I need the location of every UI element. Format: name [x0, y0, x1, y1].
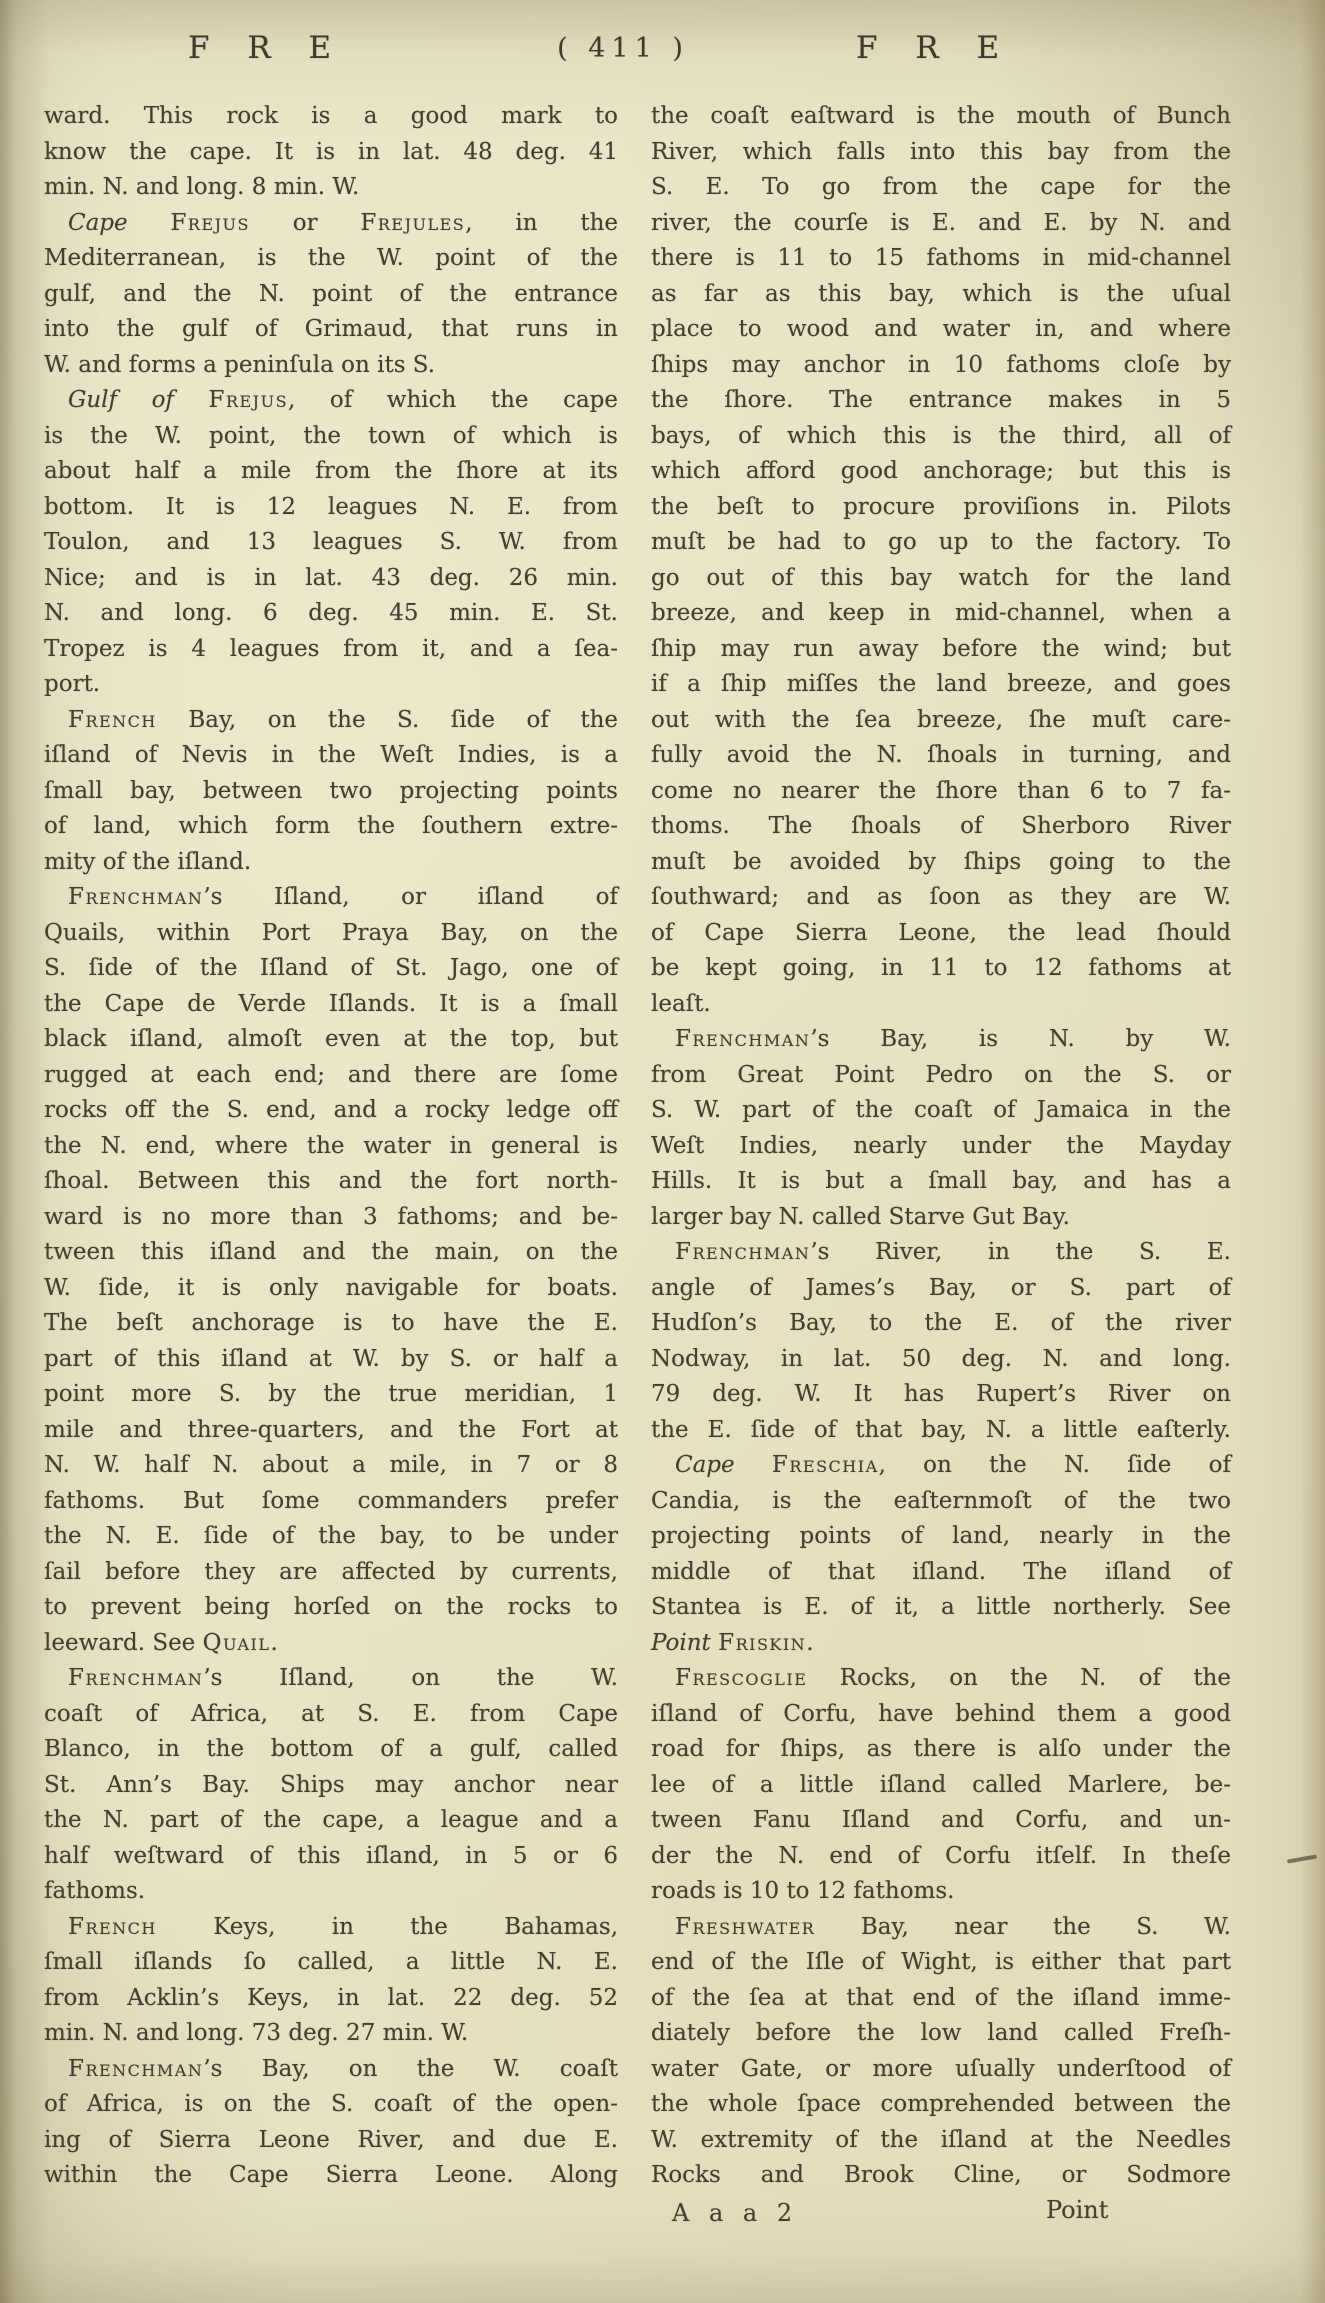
text-line: leaſt. — [651, 990, 711, 1017]
text-line: mity of the iſland. — [44, 848, 252, 875]
text-line: port. — [44, 671, 101, 697]
text-line: ſail before they are affected by currents, — [44, 1558, 618, 1585]
text-line: W. ſide, it is only navigable for boats. — [44, 1274, 618, 1301]
text-line: about half a mile from the ſhore at its — [44, 458, 618, 484]
text-line: River, which falls into this bay from the — [651, 138, 1231, 165]
text-line: Frenchman’s River, in the S. E. — [675, 1239, 1231, 1265]
text-line: ſhips may anchor in 10 fathoms cloſe by — [651, 351, 1231, 378]
text-line: as far as this bay, which is the uſual — [651, 280, 1231, 307]
text-line: of Africa, is on the S. coaſt of the open- — [44, 2091, 618, 2117]
text-line: Candia, is the eaſternmoſt of the two — [651, 1487, 1231, 1514]
text-line: fathoms. — [44, 1878, 146, 1904]
text-line: iſland of Nevis in the Weſt Indies, is a — [44, 742, 618, 768]
text-line: fully avoid the N. ſhoals in turning, and — [651, 742, 1231, 768]
text-line: ſmall bay, between two projecting points — [44, 777, 618, 804]
text-line: place to wood and water in, and where — [651, 316, 1231, 342]
text-line: breeze, and keep in mid-channel, when a — [651, 600, 1231, 626]
text-line: muſt be avoided by ſhips going to the — [651, 848, 1231, 875]
text-line: black iſland, almoſt even at the top, but — [44, 1026, 618, 1052]
text-line: coaſt of Africa, at S. E. from Cape — [44, 1700, 618, 1727]
text-line: to prevent being horſed on the rocks to — [44, 1594, 618, 1620]
text-line: Frescoglie Rocks, on the N. of the — [675, 1665, 1231, 1691]
text-line: Quails, within Port Praya Bay, on the — [44, 919, 618, 946]
text-line: the E. ſide of that bay, N. a little eaſterly. — [651, 1416, 1231, 1443]
text-line: gulf, and the N. point of the entrance — [44, 280, 618, 307]
text-line: ſouthward; and as ſoon as they are W. — [651, 884, 1231, 910]
text-line: point more S. by the true meridian, 1 — [44, 1381, 618, 1407]
text-line: S. ſide of the Iſland of St. Jago, one of — [44, 955, 618, 981]
text-line: lee of a little iſland called Marlere, be- — [651, 1771, 1231, 1798]
text-line: ward is no more than 3 fathoms; and be- — [44, 1203, 618, 1230]
text-line: within the Cape Sierra Leone. Along — [44, 2162, 618, 2188]
text-line: S. W. part of the coaſt of Jamaica in the — [651, 1097, 1231, 1123]
text-line: Gulf of Frejus, of which the cape — [68, 387, 619, 413]
text-line: Rocks and Brook Cline, or Sodmore — [651, 2162, 1231, 2188]
text-line: go out of this bay watch for the land — [651, 564, 1231, 591]
text-line: the Cape de Verde Iſlands. It is a ſmall — [44, 990, 618, 1017]
text-line: angle of James’s Bay, or S. part of — [651, 1274, 1231, 1301]
text-line: min. N. and long. 8 min. W. — [44, 174, 360, 200]
text-line: ward. This rock is a good mark to — [44, 103, 618, 129]
text-line: the N. part of the cape, a league and a — [44, 1807, 618, 1833]
text-line: Toulon, and 13 leagues S. W. from — [44, 529, 618, 555]
text-line: W. and forms a peninſula on its S. — [44, 351, 436, 378]
text-line: diately before the low land called Freſh- — [651, 2020, 1231, 2046]
text-line: ing of Sierra Leone River, and due E. — [44, 2126, 618, 2153]
text-line: Cape Freschia, on the N. ſide of — [675, 1452, 1231, 1478]
text-line: know the cape. It is in lat. 48 deg. 41 — [44, 138, 618, 165]
text-line: N. W. half N. about a mile, in 7 or 8 — [44, 1452, 618, 1478]
text-line: The beſt anchorage is to have the E. — [44, 1310, 618, 1336]
text-line: iſland of Corfu, have behind them a good — [651, 1700, 1231, 1727]
text-line: if a ſhip miſſes the land breeze, and goes — [651, 671, 1231, 697]
text-line: rocks off the S. end, and a rocky ledge off — [44, 1097, 618, 1123]
margin-stroke-mark — [1287, 1854, 1317, 1863]
text-line: the coaſt eaſtward is the mouth of Bunch — [651, 103, 1231, 129]
running-title-left: F R E — [188, 30, 346, 66]
text-line: Weſt Indies, nearly under the Mayday — [651, 1132, 1231, 1159]
text-line: is the W. point, the town of which is — [44, 422, 618, 449]
text-line: Frenchman’s Iſland, or iſland of — [68, 884, 618, 910]
text-line: W. extremity of the iſland at the Needles — [651, 2126, 1231, 2153]
text-line: out with the ſea breeze, ſhe muſt care- — [651, 706, 1231, 733]
text-line: which afford good anchorage; but this is — [651, 458, 1231, 484]
text-line: Hills. It is but a ſmall bay, and has a — [651, 1168, 1231, 1194]
text-line: into the gulf of Grimaud, that runs in — [44, 316, 618, 342]
text-line: der the N. end of Corfu itſelf. In theſe — [651, 1842, 1231, 1869]
text-line: end of the Iſle of Wight, is either that part — [651, 1949, 1231, 1975]
text-line: Frenchman’s Bay, is N. by W. — [675, 1026, 1231, 1052]
text-line: the N. E. ſide of the bay, to be under — [44, 1523, 618, 1549]
text-line: the beſt to procure proviſions in. Pilots — [651, 493, 1231, 520]
text-line: there is 11 to 15 fathoms in mid-channel — [651, 245, 1231, 271]
text-line: Stantea is E. of it, a little northerly. See — [651, 1594, 1231, 1620]
text-line: Point Friskin. — [651, 1629, 814, 1656]
text-line: road for ſhips, as there is alſo under the — [651, 1736, 1231, 1762]
text-line: leeward. See Quail. — [44, 1629, 278, 1656]
text-line: N. and long. 6 deg. 45 min. E. St. — [44, 600, 618, 626]
text-line: Blanco, in the bottom of a gulf, called — [44, 1736, 618, 1762]
right-column — [651, 99, 1231, 2194]
text-line: St. Ann’s Bay. Ships may anchor near — [44, 1771, 618, 1798]
text-line: Freshwater Bay, near the S. W. — [675, 1913, 1231, 1940]
text-line: mile and three-quarters, and the Fort at — [44, 1416, 618, 1443]
running-title-right: F R E — [856, 30, 1014, 66]
text-line: of Cape Sierra Leone, the lead ſhould — [651, 919, 1231, 946]
text-line: rugged at each end; and there are ſome — [44, 1061, 618, 1088]
text-line: of land, which form the ſouthern extre- — [44, 813, 618, 839]
text-line: be kept going, in 11 to 12 fathoms at — [651, 955, 1231, 981]
text-line: part of this iſland at W. by S. or half a — [44, 1345, 618, 1372]
text-line: bottom. It is 12 leagues N. E. from — [44, 493, 618, 520]
text-line: the ſhore. The entrance makes in 5 — [651, 387, 1231, 413]
left-column — [44, 99, 618, 2194]
page-number: ( 411 ) — [557, 33, 689, 64]
signature-mark: A a a 2 — [672, 2199, 799, 2227]
text-line: larger bay N. called Starve Gut Bay. — [651, 1203, 1070, 1230]
text-line: Tropez is 4 leagues from it, and a ſea- — [44, 635, 618, 662]
text-line: Frenchman’s Bay, on the W. coaſt — [68, 2055, 618, 2082]
text-line: come no nearer the ſhore than 6 to 7 fa- — [651, 777, 1231, 804]
text-line: bays, of which this is the third, all of — [651, 422, 1231, 449]
catchword: Point — [1046, 2196, 1109, 2224]
text-line: half weſtward of this iſland, in 5 or 6 — [44, 1842, 618, 1869]
text-line: roads is 10 to 12 fathoms. — [651, 1878, 955, 1904]
text-line: fathoms. But ſome commanders prefer — [44, 1487, 618, 1514]
text-line: Nice; and is in lat. 43 deg. 26 min. — [44, 564, 618, 591]
text-line: Mediterranean, is the W. point of the — [44, 245, 618, 271]
text-line: river, the courſe is E. and E. by N. and — [651, 209, 1231, 236]
text-line: middle of that iſland. The iſland of — [651, 1558, 1231, 1585]
text-line: French Bay, on the S. ſide of the — [68, 706, 618, 733]
text-line: tween Fanu Iſland and Corfu, and un- — [651, 1807, 1231, 1833]
text-line: muſt be had to go up to the factory. To — [651, 529, 1231, 555]
text-line: 79 deg. W. It has Rupert’s River on — [651, 1381, 1231, 1407]
text-line: min. N. and long. 73 deg. 27 min. W. — [44, 2020, 469, 2046]
text-line: Frenchman’s Iſland, on the W. — [68, 1665, 618, 1691]
text-line: projecting points of land, nearly in the — [651, 1523, 1231, 1549]
text-line: the whole ſpace comprehended between the — [651, 2091, 1231, 2117]
text-line: Hudſon’s Bay, to the E. of the river — [651, 1310, 1231, 1336]
text-line: the N. end, where the water in general is — [44, 1132, 618, 1159]
text-line: tween this iſland and the main, on the — [44, 1239, 618, 1265]
text-line: ſhoal. Between this and the fort north- — [44, 1168, 618, 1194]
text-line: ſhip may run away before the wind; but — [651, 635, 1231, 662]
text-line: from Acklin’s Keys, in lat. 22 deg. 52 — [44, 1984, 618, 2011]
text-line: Cape Frejus or Frejules, in the — [68, 209, 619, 236]
text-line: thoms. The ſhoals of Sherboro River — [651, 813, 1231, 839]
text-line: water Gate, or more uſually underſtood of — [651, 2055, 1231, 2082]
text-line: French Keys, in the Bahamas, — [68, 1913, 618, 1940]
text-line: S. E. To go from the cape for the — [651, 174, 1231, 200]
text-line: of the ſea at that end of the iſland imme- — [651, 1984, 1231, 2011]
text-line: from Great Point Pedro on the S. or — [651, 1061, 1231, 1088]
text-line: ſmall iſlands ſo called, a little N. E. — [44, 1949, 618, 1975]
text-line: Nodway, in lat. 50 deg. N. and long. — [651, 1345, 1231, 1372]
